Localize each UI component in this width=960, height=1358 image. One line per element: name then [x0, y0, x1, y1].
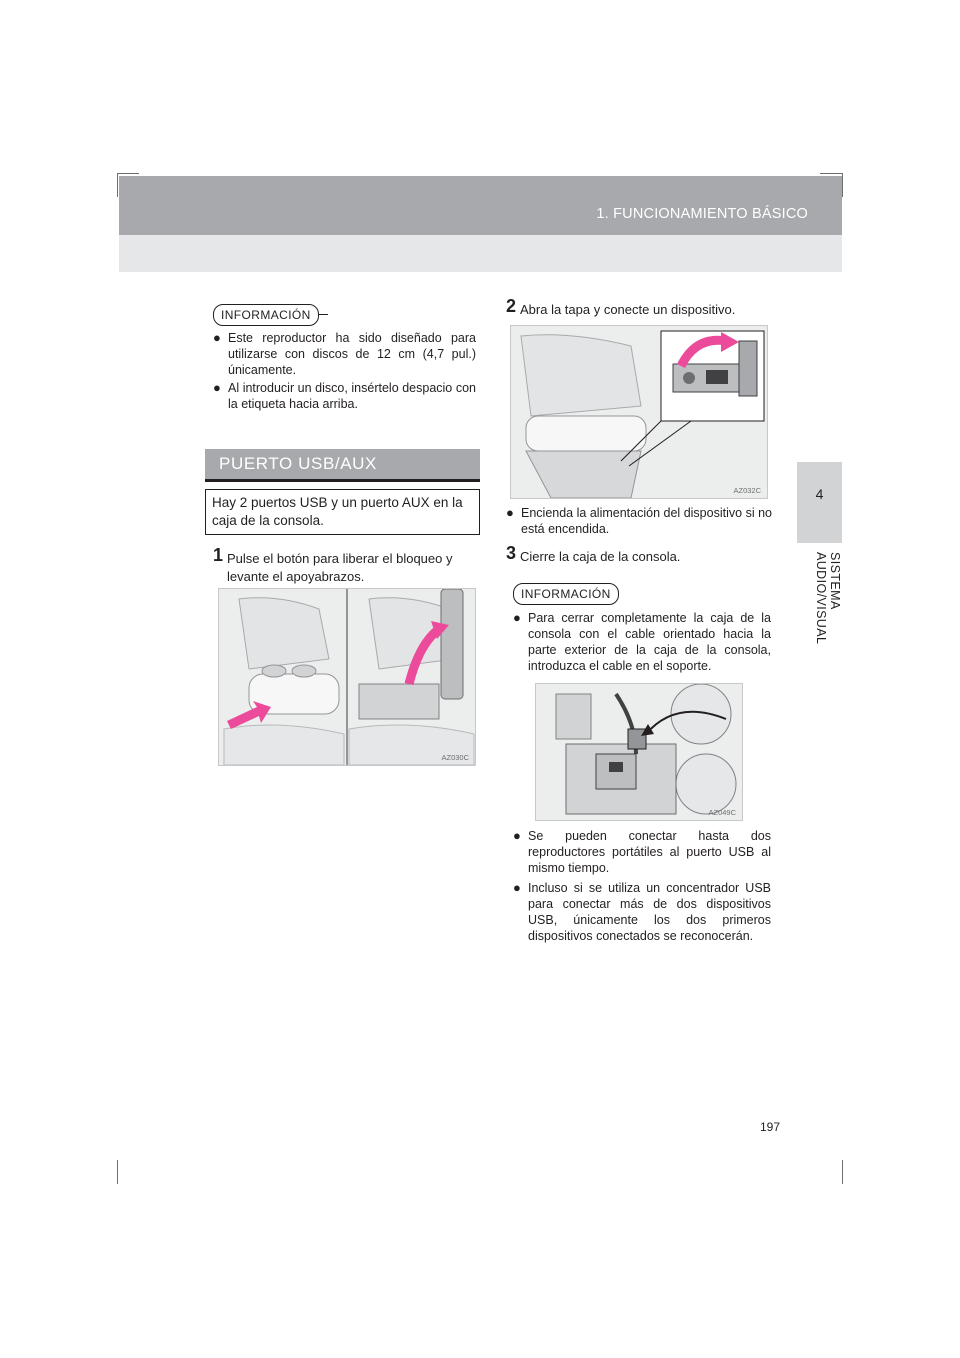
- info-bullet: ● Al introducir un disco, insértelo despacio con la etiqueta hacia arriba.: [213, 380, 476, 411]
- intro-box: [205, 489, 480, 535]
- info-bullet: ● Se pueden conectar hasta dos reproductores portátiles al puerto USB al mismo tiempo.: [513, 828, 771, 875]
- bullet-dot-icon: ●: [513, 610, 521, 625]
- figure-armrest-release: [218, 588, 476, 766]
- chapter-tab: [797, 462, 842, 543]
- step-1: [213, 545, 480, 586]
- crop-mark: [820, 173, 842, 174]
- bullet-dot-icon: ●: [513, 828, 521, 843]
- step-text: Abra la tapa y conecte un dispositivo.: [520, 302, 736, 317]
- chapter-label: SISTEMA AUDIO/VISUAL: [814, 552, 842, 645]
- figure-cable-holder: [535, 683, 743, 821]
- crop-mark: [117, 173, 118, 197]
- step-2: [506, 296, 778, 319]
- info-tag: INFORMACIÓN: [213, 304, 319, 326]
- info-tag: INFORMACIÓN: [513, 583, 619, 605]
- figure-code: AZ030C: [441, 753, 469, 762]
- step-text: Pulse el botón para liberar el bloqueo y levante el apoyabrazos.: [227, 551, 453, 584]
- section-rule: [205, 479, 480, 482]
- section-banner: [205, 449, 480, 480]
- step-number: 1: [213, 545, 224, 565]
- page-number: 197: [760, 1120, 781, 1134]
- chapter-number: 4: [815, 486, 824, 502]
- usb-port-illustration: [511, 326, 767, 498]
- step-3: [506, 543, 778, 566]
- crop-mark: [842, 173, 843, 197]
- section-title: PUERTO USB/AUX: [219, 454, 377, 473]
- info-bullet: ● Incluso si se utiliza un concentrador USB para conectar más de dos dispositivos USB, únicamente los dos primeros dispositivos conectados se reconocerán.: [513, 880, 771, 943]
- step-number: 2: [506, 296, 517, 316]
- step-number: 3: [506, 543, 517, 563]
- intro-text: Hay 2 puertos USB y un puerto AUX en la caja de la consola.: [212, 495, 463, 528]
- bullet-dot-icon: ●: [213, 330, 221, 345]
- figure-usb-port: [510, 325, 768, 499]
- figure-code: AZ049C: [708, 808, 736, 817]
- crop-mark: [117, 173, 139, 174]
- header-title: 1. FUNCIONAMIENTO BÁSICO: [596, 206, 808, 222]
- crop-mark: [842, 1160, 843, 1184]
- bullet-dot-icon: ●: [513, 880, 521, 895]
- bullet-dot-icon: ●: [506, 505, 514, 520]
- header-bar: [119, 176, 842, 235]
- armrest-illustration: [219, 589, 475, 765]
- bullet-dot-icon: ●: [213, 380, 221, 395]
- step-text: Cierre la caja de la consola.: [520, 549, 681, 564]
- info-bullet: ● Este reproductor ha sido diseñado para utilizarse con discos de 12 cm (4,7 pul.) únicamente.: [213, 330, 476, 377]
- step2-note: ● Encienda la alimentación del dispositivo si no está encendida.: [506, 505, 772, 536]
- header-subbar: [119, 235, 842, 272]
- info-bullet: ● Para cerrar completamente la caja de la consola con el cable orientado hacia la parte exterior de la caja de la consola, introduzca el cable en el soporte.: [513, 610, 771, 673]
- crop-mark: [117, 1160, 118, 1184]
- figure-code: AZ032C: [733, 486, 761, 495]
- cable-holder-illustration: [536, 684, 742, 820]
